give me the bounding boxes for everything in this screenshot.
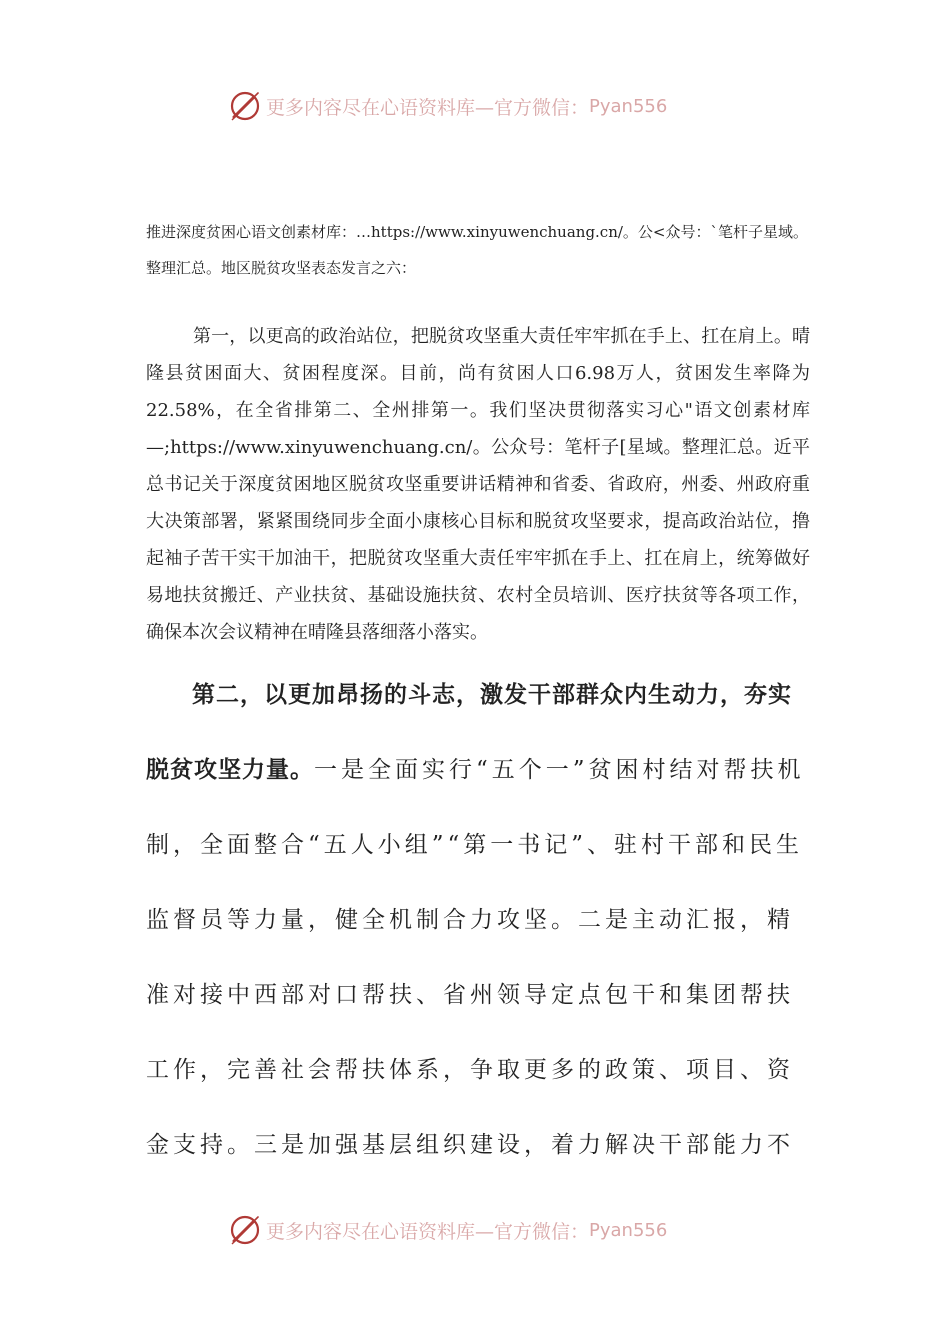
paragraph-1: 第一，以更高的政治站位，把脱贫攻坚重大责任牢牢抓在手上、扛在肩上。晴隆县贫困面大、贫困程度深。目前，尚有贫困人口6.98万人，贫困发生率降为22.58%，在全省排第二、全州排第一。我们坚决贯彻落实习心"语文创素材库—;https://www.xinyuwenchuang.cn/。公众号：笔杆子[星域。整理汇总。近平总书记关于深度贫困地区脱贫攻坚重要讲话精神和省委、省政府，州委、州政府重大决策部署，紧紧围绕同步全面小康核心目标和脱贫攻坚要求，提高政治站位，撸起袖子苦干实干加油干，把脱贫攻坚重大责任牢牢抓在手上、扛在肩上，统筹做好易地扶贫搬迁、产业扶贫、基础设施扶贫、农村全员培训、医疗扶贫等各项工作，确保本次会议精神在晴隆县落细落小落实。 — [146, 326, 810, 643]
intro-line: 推进深度贫困心语文创素材库：…https://www.xinyuwenchuang.cn/。公<众号：`笔杆子星域。整理汇总。地区脱贫攻坚表态发言之六： — [146, 223, 808, 277]
banner-text: 更多内容尽在心语资料库—官方微信： — [266, 96, 590, 119]
paragraph-2-lead: 第二，以更加昂扬的斗志，激发干部群众内生动力，夯实脱贫攻坚力量。 — [146, 682, 792, 783]
paragraph-2-body: 一是全面实行“五个一”贫困村结对帮扶机制，全面整合“五人小组”“第一书记”、驻村干部和民生监督员等力量，健全机制合力攻坚。二是主动汇报，精准对接中西部对口帮扶、省州领导定点包干和集团帮扶工作，完善社会帮扶体系，争取更多的政策、项目、资金支持。三是加强基层组织建设，着力解决干部能力不 — [146, 757, 805, 1158]
paragraph-2 — [146, 658, 810, 1183]
pen-logo-icon — [228, 1213, 262, 1247]
pen-logo-icon — [228, 89, 262, 123]
header-banner — [228, 86, 748, 126]
footer-banner-text: 更多内容尽在心语资料库—官方微信： — [266, 1220, 590, 1243]
footer-wechat-id: Pyan556 — [589, 1219, 668, 1241]
banner-wechat-id: Pyan556 — [589, 95, 668, 117]
footer-banner — [228, 1210, 748, 1250]
